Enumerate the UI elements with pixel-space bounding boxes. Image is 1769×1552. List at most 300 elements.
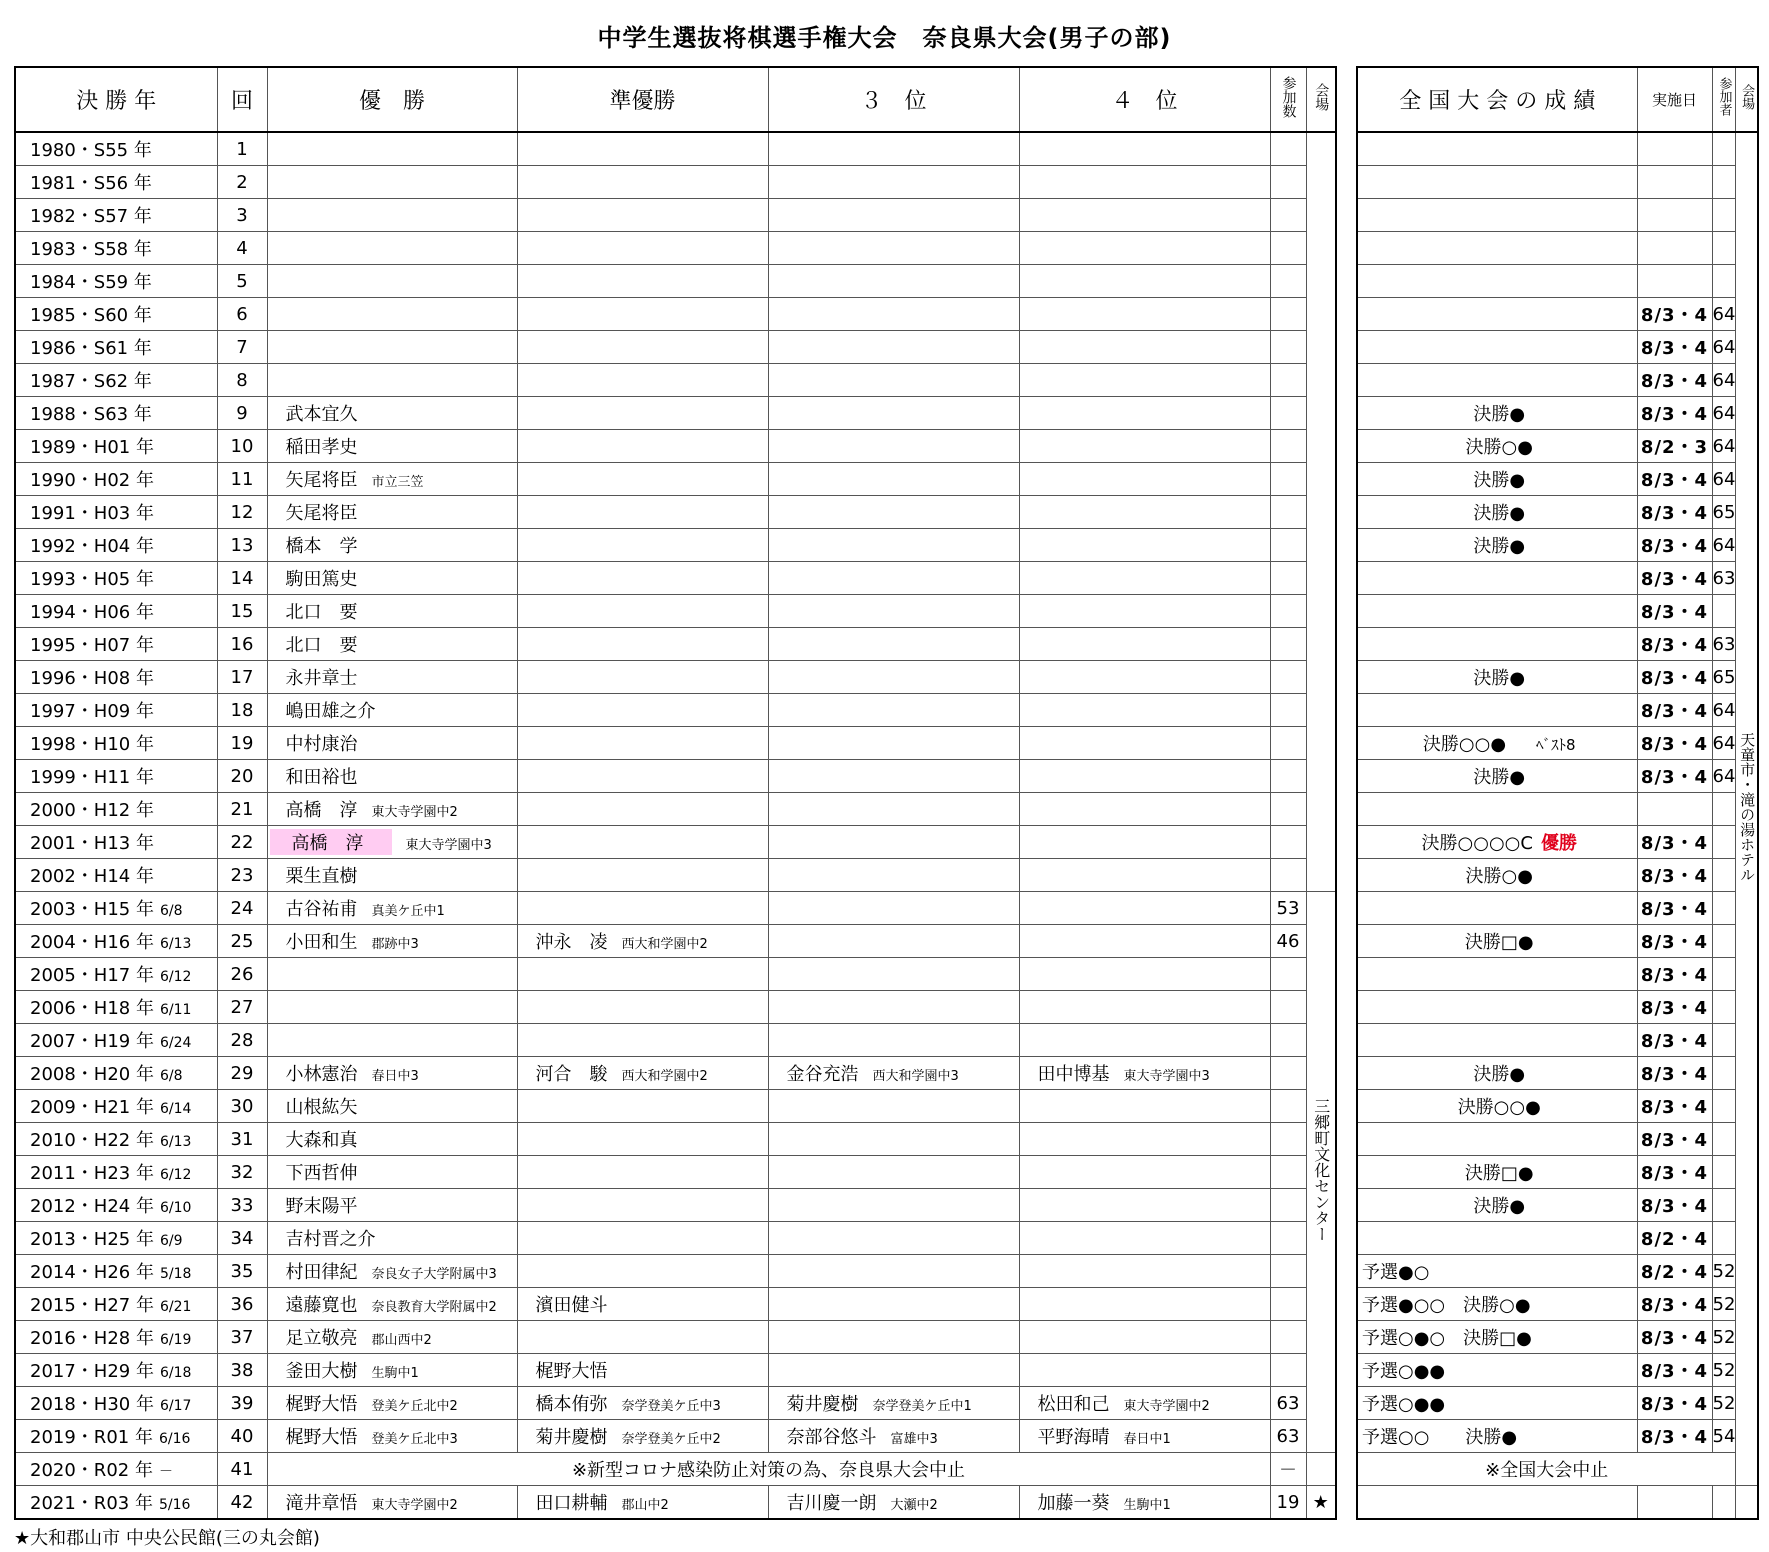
round-number: 40 — [217, 1420, 267, 1453]
national-participants: 65 — [1712, 496, 1736, 529]
third-place-cell — [768, 529, 1019, 562]
winner-school: 東大寺学園中2 — [371, 1498, 458, 1513]
winner-name: 滝井章悟 — [285, 1493, 358, 1514]
round-number: 6 — [217, 298, 267, 331]
table-row — [15, 397, 1336, 430]
winner-cell — [267, 298, 517, 331]
year-cell — [15, 1189, 217, 1222]
participant-count — [1270, 463, 1306, 496]
prefectural-results-table — [14, 66, 1337, 1520]
participant-count — [1270, 727, 1306, 760]
winner-cell — [267, 694, 517, 727]
fourth-place-cell — [1019, 694, 1270, 727]
year-cell — [15, 826, 217, 859]
year-cell — [15, 430, 217, 463]
participant-count — [1270, 430, 1306, 463]
national-venue-name: 天童市・滝の湯ホテル — [1738, 731, 1757, 882]
year-label: 1987・S62 年 — [30, 371, 152, 392]
round-number: 22 — [217, 826, 267, 859]
national-date — [1637, 1486, 1712, 1520]
national-date: 8/3・4 — [1637, 694, 1712, 727]
winner-school: 登美ケ丘北中3 — [371, 1432, 458, 1447]
year-label: 2002・H14 年 — [30, 866, 154, 887]
fourth-place-school: 東大寺学園中2 — [1123, 1399, 1210, 1414]
third-place-cell — [768, 331, 1019, 364]
fourth-place-name: 加藤一葵 — [1037, 1493, 1110, 1514]
table-row — [1357, 991, 1758, 1024]
national-participants — [1712, 826, 1736, 859]
year-label: 2008・H20 年 — [30, 1064, 154, 1085]
table-row — [15, 859, 1336, 892]
round-number: 7 — [217, 331, 267, 364]
participant-count — [1270, 562, 1306, 595]
round-number: 42 — [217, 1486, 267, 1520]
winner-name: 矢尾将臣 — [285, 503, 358, 524]
fourth-place-cell — [1019, 859, 1270, 892]
winner-name: 釜田大樹 — [285, 1361, 358, 1382]
runner-up-cell — [517, 826, 768, 859]
table-row — [1357, 859, 1758, 892]
table-row — [1357, 1057, 1758, 1090]
year-cell — [15, 265, 217, 298]
table-row — [15, 529, 1336, 562]
national-venue-cell — [1736, 132, 1758, 1486]
fourth-place-cell — [1019, 463, 1270, 496]
venue-star: ★ — [1306, 1486, 1336, 1520]
fourth-place-cell — [1019, 595, 1270, 628]
winner-cell — [267, 562, 517, 595]
fourth-place-cell — [1019, 1189, 1270, 1222]
round-number: 32 — [217, 1156, 267, 1189]
table-row — [1357, 1090, 1758, 1123]
fourth-place-cell — [1019, 991, 1270, 1024]
table-row — [1357, 1189, 1758, 1222]
runner-up-cell — [517, 496, 768, 529]
table-row — [1357, 529, 1758, 562]
year-cell — [15, 166, 217, 199]
national-results-table — [1356, 66, 1759, 1520]
round-number: 38 — [217, 1354, 267, 1387]
final-date: 5/18 — [159, 1266, 192, 1282]
year-label: 2001・H13 年 — [30, 833, 154, 854]
final-date: 6/10 — [159, 1200, 192, 1216]
year-label: 2012・H24 年 — [30, 1196, 154, 1217]
participant-count — [1270, 991, 1306, 1024]
round-number: 33 — [217, 1189, 267, 1222]
winner-school: 郡跡中3 — [371, 937, 419, 952]
footnote: ★大和郡山市 中央公民館(三の丸会館) — [14, 1528, 320, 1549]
table-row — [15, 1387, 1336, 1420]
round-number: 16 — [217, 628, 267, 661]
participant-count — [1270, 958, 1306, 991]
runner-up-cell — [517, 397, 768, 430]
national-result-text: 予選○●● — [1362, 1361, 1446, 1382]
winner-name: 小田和生 — [285, 932, 358, 953]
winner-name: 高橋 淳 — [285, 800, 358, 821]
table-row — [15, 1123, 1336, 1156]
participant-count: 53 — [1270, 892, 1306, 925]
round-number: 19 — [217, 727, 267, 760]
fourth-place-cell — [1019, 727, 1270, 760]
winner-name: 野末陽平 — [285, 1196, 358, 1217]
winner-cell — [267, 826, 517, 859]
national-participants — [1712, 991, 1736, 1024]
national-result — [1357, 1222, 1637, 1255]
national-result — [1357, 628, 1637, 661]
round-number: 3 — [217, 199, 267, 232]
year-cell — [15, 760, 217, 793]
national-participants: 64 — [1712, 397, 1736, 430]
winner-cell — [267, 1288, 517, 1321]
table-row — [15, 1321, 1336, 1354]
venue-cell — [1306, 892, 1336, 1453]
third-place-cell — [768, 793, 1019, 826]
year-cell — [15, 1321, 217, 1354]
table-row — [1357, 826, 1758, 859]
national-cancellation-notice: ※全国大会中止 — [1357, 1453, 1736, 1486]
third-place-name: 吉川慶一朗 — [786, 1493, 877, 1514]
table-row — [1357, 298, 1758, 331]
national-participants — [1712, 265, 1736, 298]
round-number: 13 — [217, 529, 267, 562]
runner-up-cell — [517, 199, 768, 232]
fourth-place-cell — [1019, 331, 1270, 364]
national-result-text: 予選○○ 決勝● — [1362, 1427, 1518, 1448]
round-number: 39 — [217, 1387, 267, 1420]
header-second: 準優勝 — [517, 67, 768, 132]
year-cell — [15, 364, 217, 397]
final-date: 6/14 — [159, 1101, 192, 1117]
year-label: 1986・S61 年 — [30, 338, 152, 359]
participant-count — [1270, 265, 1306, 298]
table-row — [1357, 1420, 1758, 1453]
year-label: 2014・H26 年 — [30, 1262, 154, 1283]
runner-up-cell — [517, 1156, 768, 1189]
winner-cell — [267, 1222, 517, 1255]
year-label: 1990・H02 年 — [30, 470, 154, 491]
year-label: 2006・H18 年 — [30, 998, 154, 1019]
winner-name: 駒田篤史 — [285, 569, 358, 590]
winner-cell — [267, 760, 517, 793]
round-number: 17 — [217, 661, 267, 694]
participant-count — [1270, 529, 1306, 562]
national-result-text: 決勝● — [1473, 536, 1526, 557]
round-number: 18 — [217, 694, 267, 727]
third-place-name: 奈部谷悠斗 — [786, 1427, 877, 1448]
table-row — [15, 199, 1336, 232]
table-row — [1357, 1321, 1758, 1354]
national-result — [1357, 1255, 1637, 1288]
winner-cell — [267, 1123, 517, 1156]
third-place-cell — [768, 1486, 1019, 1520]
best8-label: ﾍﾞｽﾄ8 — [1536, 736, 1576, 754]
year-label: 1995・H07 年 — [30, 635, 154, 656]
page-title: 中学生選抜将棋選手権大会 奈良県大会(男子の部) — [597, 24, 1172, 52]
national-date: 8/3・4 — [1637, 1288, 1712, 1321]
round-number: 1 — [217, 132, 267, 166]
winner-name: 武本宜久 — [285, 404, 358, 425]
winner-cell — [267, 496, 517, 529]
national-date: 8/3・4 — [1637, 1156, 1712, 1189]
runner-up-cell — [517, 892, 768, 925]
third-place-cell — [768, 958, 1019, 991]
runner-up-cell — [517, 232, 768, 265]
winner-school: 東大寺学園中3 — [405, 838, 492, 853]
national-result — [1357, 1189, 1637, 1222]
fourth-place-cell — [1019, 1486, 1270, 1520]
third-place-cell — [768, 595, 1019, 628]
national-result — [1357, 1024, 1637, 1057]
round-number: 24 — [217, 892, 267, 925]
round-number: 2 — [217, 166, 267, 199]
runner-up-cell — [517, 694, 768, 727]
national-participants: 63 — [1712, 562, 1736, 595]
third-place-cell — [768, 1123, 1019, 1156]
runner-up-name: 橋本侑弥 — [535, 1394, 608, 1415]
table-row — [15, 925, 1336, 958]
table-row — [1357, 232, 1758, 265]
table-row — [1357, 1123, 1758, 1156]
third-place-cell — [768, 232, 1019, 265]
table-row — [1357, 132, 1758, 166]
national-venue-cell — [1736, 1486, 1758, 1520]
national-result — [1357, 892, 1637, 925]
participant-count — [1270, 298, 1306, 331]
table-row — [15, 1024, 1336, 1057]
third-place-cell — [768, 364, 1019, 397]
participant-count: 63 — [1270, 1387, 1306, 1420]
third-place-school: 大瀬中2 — [890, 1498, 938, 1513]
third-place-name: 金谷充浩 — [786, 1064, 859, 1085]
national-participants — [1712, 1057, 1736, 1090]
fourth-place-cell — [1019, 958, 1270, 991]
participant-count — [1270, 1255, 1306, 1288]
table-row — [15, 727, 1336, 760]
year-cell — [15, 463, 217, 496]
winner-cell — [267, 1420, 517, 1453]
third-place-cell — [768, 1288, 1019, 1321]
runner-up-school: 郡山中2 — [621, 1498, 669, 1513]
national-result-text: 決勝□● — [1464, 1163, 1534, 1184]
national-date: 8/3・4 — [1637, 595, 1712, 628]
fourth-place-cell — [1019, 1354, 1270, 1387]
year-label: 1993・H05 年 — [30, 569, 154, 590]
third-place-cell — [768, 265, 1019, 298]
national-participants: 64 — [1712, 694, 1736, 727]
national-participants: 64 — [1712, 760, 1736, 793]
round-number: 34 — [217, 1222, 267, 1255]
runner-up-school: 奈学登美ケ丘中3 — [621, 1399, 721, 1414]
third-place-cell — [768, 628, 1019, 661]
runner-up-cell — [517, 595, 768, 628]
table-row — [15, 1189, 1336, 1222]
national-participants — [1712, 859, 1736, 892]
table-row — [15, 793, 1336, 826]
winner-name: 中村康治 — [285, 734, 358, 755]
runner-up-name: 河合 駿 — [535, 1064, 608, 1085]
runner-up-name: 梶野大悟 — [535, 1361, 608, 1382]
winner-cell — [267, 463, 517, 496]
runner-up-school: 西大和学園中2 — [621, 937, 708, 952]
runner-up-cell — [517, 265, 768, 298]
year-label: 2013・H25 年 — [30, 1229, 154, 1250]
year-cell — [15, 892, 217, 925]
third-place-cell — [768, 1156, 1019, 1189]
runner-up-cell — [517, 430, 768, 463]
participant-count — [1270, 859, 1306, 892]
national-result — [1357, 265, 1637, 298]
runner-up-school: 西大和学園中2 — [621, 1069, 708, 1084]
table-row — [1357, 496, 1758, 529]
winner-school: 登美ケ丘北中2 — [371, 1399, 458, 1414]
winner-cell — [267, 1255, 517, 1288]
year-label: 1997・H09 年 — [30, 701, 154, 722]
fourth-place-school: 東大寺学園中3 — [1123, 1069, 1210, 1084]
fourth-place-cell — [1019, 1288, 1270, 1321]
header-first: 優 勝 — [267, 67, 517, 132]
year-label: 2010・H22 年 — [30, 1130, 154, 1151]
final-date: 6/16 — [158, 1431, 191, 1447]
third-place-school: 奈学登美ケ丘中1 — [872, 1399, 972, 1414]
runner-up-cell — [517, 628, 768, 661]
table-row — [1357, 1387, 1758, 1420]
round-number: 35 — [217, 1255, 267, 1288]
runner-up-cell — [517, 958, 768, 991]
year-label: 2016・H28 年 — [30, 1328, 154, 1349]
national-date: 8/3・4 — [1637, 1354, 1712, 1387]
runner-up-cell — [517, 793, 768, 826]
national-result — [1357, 859, 1637, 892]
participant-count — [1270, 1024, 1306, 1057]
national-date: 8/3・4 — [1637, 859, 1712, 892]
year-cell — [15, 1156, 217, 1189]
header-national: 全 国 大 会 の 成 績 — [1357, 67, 1637, 132]
third-place-cell — [768, 892, 1019, 925]
year-cell — [15, 1420, 217, 1453]
winner-cell — [267, 1321, 517, 1354]
winner-name: 梶野大悟 — [285, 1427, 358, 1448]
participant-count — [1270, 595, 1306, 628]
national-participants: 64 — [1712, 331, 1736, 364]
third-place-cell — [768, 1090, 1019, 1123]
winner-cell — [267, 265, 517, 298]
participant-count: 63 — [1270, 1420, 1306, 1453]
year-label: 1988・S63 年 — [30, 404, 152, 425]
year-cell — [15, 1354, 217, 1387]
year-cell — [15, 1024, 217, 1057]
national-participants — [1712, 595, 1736, 628]
participant-count — [1270, 1123, 1306, 1156]
fourth-place-cell — [1019, 1090, 1270, 1123]
runner-up-cell — [517, 1387, 768, 1420]
national-result — [1357, 529, 1637, 562]
table-row — [1357, 694, 1758, 727]
winner-cell — [267, 1189, 517, 1222]
champion-highlight — [270, 829, 392, 855]
header-year: 決 勝 年 — [15, 67, 217, 132]
winner-name: 高橋 淳 — [291, 833, 364, 854]
national-date: 8/3・4 — [1637, 496, 1712, 529]
final-date: 6/13 — [159, 936, 192, 952]
participant-count — [1270, 1354, 1306, 1387]
national-result — [1357, 298, 1637, 331]
final-date: 6/11 — [159, 1002, 192, 1018]
national-participants: 54 — [1712, 1420, 1736, 1453]
table-row — [1357, 265, 1758, 298]
year-cell — [15, 958, 217, 991]
table-row — [15, 265, 1336, 298]
fourth-place-cell — [1019, 232, 1270, 265]
national-participants — [1712, 925, 1736, 958]
winner-cell — [267, 595, 517, 628]
winner-name: 北口 要 — [285, 602, 358, 623]
fourth-place-cell — [1019, 760, 1270, 793]
third-place-cell — [768, 760, 1019, 793]
year-label: 1999・H11 年 — [30, 767, 154, 788]
national-result-text: 決勝● — [1473, 668, 1526, 689]
fourth-place-cell — [1019, 1156, 1270, 1189]
national-result-text: 決勝○● — [1465, 866, 1533, 887]
year-cell — [15, 1288, 217, 1321]
national-date: 8/3・4 — [1637, 298, 1712, 331]
national-result-text: 決勝● — [1473, 1064, 1526, 1085]
table-row — [1357, 1156, 1758, 1189]
venue-empty-cell — [1306, 132, 1336, 892]
runner-up-name: 田口耕輔 — [535, 1493, 608, 1514]
national-date: 8/3・4 — [1637, 1387, 1712, 1420]
header-fourth: ４ 位 — [1019, 67, 1270, 132]
winner-cell — [267, 925, 517, 958]
participant-count — [1270, 1321, 1306, 1354]
table-row — [15, 595, 1336, 628]
year-label: 1994・H06 年 — [30, 602, 154, 623]
table-row — [1357, 727, 1758, 760]
winner-school: 生駒中1 — [371, 1366, 419, 1381]
table-row — [15, 1156, 1336, 1189]
table-row — [1357, 1453, 1758, 1486]
national-date: 8/3・4 — [1637, 529, 1712, 562]
third-place-cell — [768, 661, 1019, 694]
round-number: 27 — [217, 991, 267, 1024]
participant-count — [1270, 1057, 1306, 1090]
year-label: 2019・R01 年 — [30, 1427, 153, 1448]
final-date: 6/13 — [159, 1134, 192, 1150]
round-number: 29 — [217, 1057, 267, 1090]
national-date — [1637, 793, 1712, 826]
champion-label: 優勝 — [1540, 833, 1577, 854]
national-participants — [1712, 199, 1736, 232]
runner-up-cell — [517, 1288, 768, 1321]
national-result-text: 決勝○○○○C — [1421, 833, 1533, 854]
national-result-text: 予選●○○ 決勝○● — [1362, 1295, 1531, 1316]
table-row — [1357, 463, 1758, 496]
winner-cell — [267, 661, 517, 694]
third-place-cell — [768, 496, 1019, 529]
national-result — [1357, 793, 1637, 826]
participant-count — [1270, 1156, 1306, 1189]
table-row — [1357, 331, 1758, 364]
fourth-place-cell — [1019, 562, 1270, 595]
winner-cell — [267, 958, 517, 991]
year-cell — [15, 298, 217, 331]
year-cell — [15, 1123, 217, 1156]
third-place-cell — [768, 826, 1019, 859]
runner-up-cell — [517, 364, 768, 397]
year-cell — [15, 1090, 217, 1123]
third-place-cell — [768, 1354, 1019, 1387]
runner-up-name: 菊井慶樹 — [535, 1427, 608, 1448]
table-row — [1357, 430, 1758, 463]
